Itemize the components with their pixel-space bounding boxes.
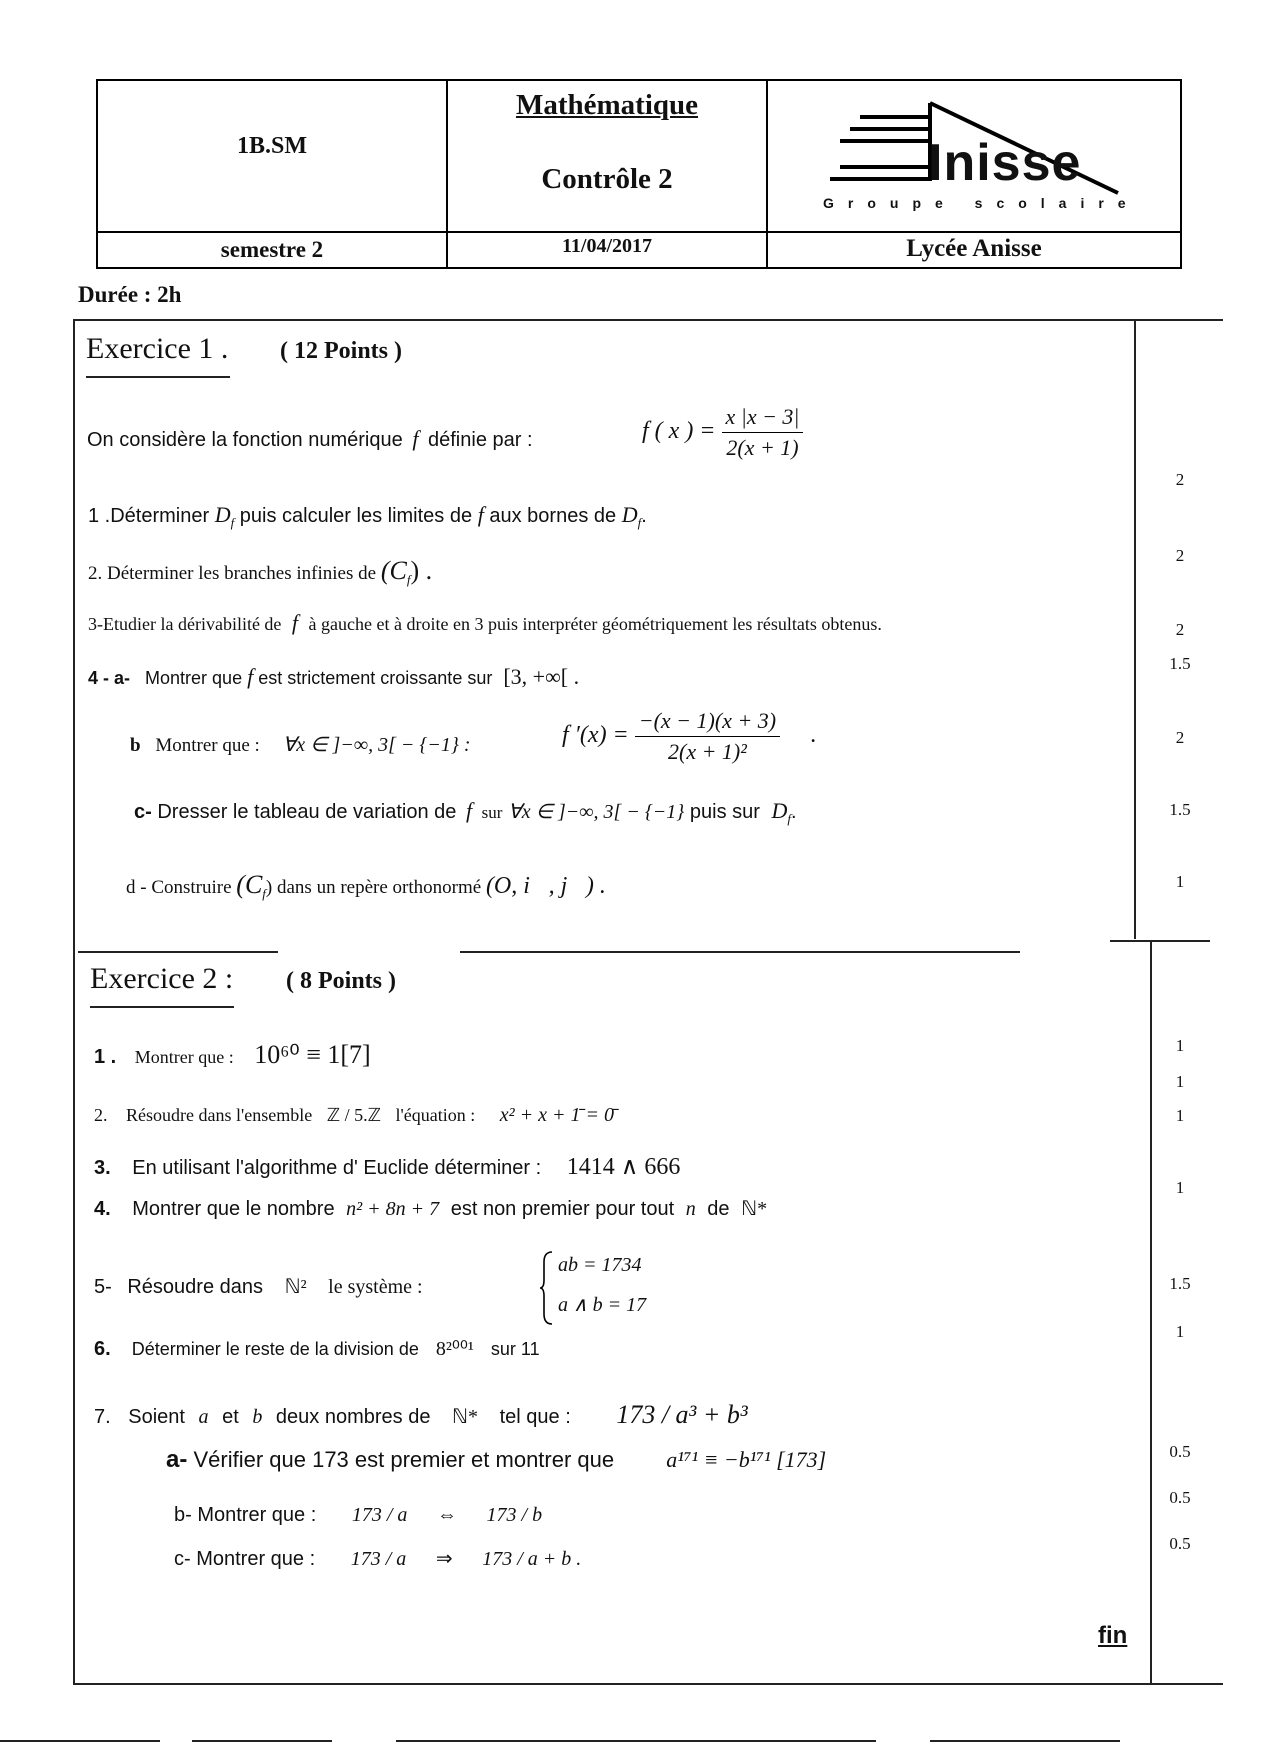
e2-q3-text: En utilisant l'algorithme d' Euclide déterminer : [132,1157,542,1179]
e2-question-7 [94,1400,748,1430]
e1-q4c-label: c- [134,801,152,823]
e2-q7-a: a [198,1406,209,1428]
e2-score-4: 1 [1175,1178,1185,1197]
e2-q4-label: 4. [94,1198,111,1220]
e2-q5-eq2: a ∧ b = 17 [558,1294,647,1316]
e1-q4d-rep: (O, i⃗, j⃗) . [485,873,606,899]
e1-q1-mid: puis calculer les limites de [239,505,473,527]
e2-q2-mid: l'équation : [395,1105,476,1125]
e2-q7-text: Soient [128,1406,185,1428]
e2-score-5: 1.5 [1169,1274,1191,1293]
e1-q3-f: f [291,610,299,635]
e2-score-7: 0.5 [1169,1442,1191,1461]
exercise2-points: ( 8 Points ) [286,968,396,994]
e1-question-2: 2. Déterminer les branches infinies de $(C_f)$ . [88,556,433,587]
e1-score-1: 2 [1175,470,1185,489]
e1-q4c-sur: sur [481,803,503,822]
e1-q1-post: aux bornes de [489,505,617,527]
e1-question-1: 1 .Déterminer $D_f$ puis calculer les limites de f aux bornes de $D_f$. [88,502,647,530]
e2-question-4 [94,1196,767,1221]
e1-intro-tail: définie par : [428,429,533,451]
e1-q1-d2: D [621,502,638,527]
e2-q6-math: 8²⁰⁰¹ [435,1338,474,1360]
e2-question-7b [174,1504,542,1527]
e1-intro-text: On considère la fonction numérique [87,429,403,451]
duration: Durée : 2h [78,282,182,307]
e1-q4b-label: b [130,735,141,756]
e1-q1-f: f [477,502,484,527]
e1-func-lhs: f ( x ) = [642,418,716,445]
e1-q4a-f: f [247,664,254,689]
e1-q4a-text: Montrer que [145,668,243,688]
e2-q1-label: 1 . [94,1046,117,1068]
e2-q7c-math1: 173 / a [350,1548,407,1570]
e1-q4c-post: puis sur [689,801,760,823]
e2-score-8: 0.5 [1169,1488,1191,1507]
e2-q4-de: de [707,1198,730,1220]
e1-q4a-interval: [3, +∞[ . [503,664,580,689]
e1-q2-post: ) . [410,556,433,585]
school-logo [768,83,1180,231]
e1-derivative-formula: f ′(x) = $\frac{-(x - 1)(x + 3)}{\text{2(x + 1)²}}$ . [562,708,817,764]
e2-q7-math: 173 / a³ + b³ [616,1400,748,1429]
e2-q7-set: ℕ* [452,1406,479,1428]
e2-q1-math: 10⁶⁰ ≡ 1[7] [254,1040,371,1069]
e1-q4d-c: (C [236,870,263,899]
e1-q4b-den: 2(x + 1)² [668,739,747,764]
e1-q4c-d: D [771,798,788,823]
e2-score-6: 1 [1175,1322,1185,1341]
e2-q7a-text: Vérifier que 173 est premier et montrer que [193,1447,615,1472]
e2-q1-text: Montrer que : [134,1047,234,1067]
e2-score-3: 1 [1175,1106,1185,1125]
e1-q3-post: à gauche et à droite en 3 puis interpréter géométriquement les résultats obtenus. [308,614,882,634]
e2-q6-label: 6. [94,1338,111,1360]
e2-q5-text: Résoudre dans [127,1276,264,1298]
e2-q7b-op: ⇔ [436,1504,457,1526]
e1-q4c-set: ∀x ∈ ]−∞, 3[ − {−1} [508,801,685,823]
e2-q4-n: n [685,1198,696,1220]
e2-q7-tel: tel que : [499,1406,571,1428]
e2-q7-et: et [222,1406,239,1428]
e1-score-7: 1 [1175,872,1185,891]
e1-q4b-set: ∀x ∈ ]−∞, 3[ − {−1} : [282,734,471,756]
e2-q2-set: ℤ / 5.ℤ [326,1105,382,1125]
e1-q4d-mid: ) dans un repère orthonormé [265,877,482,898]
e1-q4b-num: −(x − 1)(x + 3) [635,708,780,737]
e2-q7b-math2: 173 / b [486,1504,543,1526]
e1-q3-pre: 3-Etudier la dérivabilité de [88,614,282,634]
e2-q7-mid: deux nombres de [275,1406,431,1428]
exercise1-title-text: Exercice 1 [86,332,214,365]
e2-q6-post: sur 11 [490,1339,540,1359]
e1-q2-pre: 2. Déterminer les branches infinies de [88,563,377,584]
e2-q7c-label: c- Montrer que : [174,1548,316,1570]
logo-subtext: Groupe scolaire [823,195,1140,211]
exercise1-points: ( 12 Points ) [280,338,402,364]
e1-q4a-post: est strictement croissante sur [258,668,493,688]
subject-title: Mathématique [515,89,699,121]
e1-score-4: 1.5 [1169,654,1191,673]
e1-q4a-label: 4 - a- [88,668,131,688]
e2-q7-label: 7. [94,1406,111,1428]
exercise1-title: Exercice 1 . [86,332,229,365]
e2-score-2: 1 [1175,1072,1185,1091]
e2-q5-eq1: ab = 1734 [558,1254,642,1276]
e1-func-den: 2(x + 1) [726,435,799,460]
e2-question-5 [94,1274,423,1299]
e2-question-6 [94,1336,540,1361]
e2-q5-mid: le système : [328,1276,423,1298]
e1-question-4d: d - Construire $(C_f)$ dans un repère orthonormé (O, i⃗, j⃗) . [126,870,606,901]
exam-date: 11/04/2017 [561,235,652,257]
exercise2-title: Exercice 2 : [90,962,234,995]
e2-q7a-label: a- [166,1446,188,1473]
e1-question-4a [88,664,579,690]
e2-q2-text: Résoudre dans l'ensemble [126,1105,313,1125]
e2-q3-label: 3. [94,1157,111,1179]
e1-score-6: 1.5 [1169,800,1191,819]
e1-q4b-text: Montrer que : [155,735,260,756]
e1-q4d-label: d - Construire [126,877,232,898]
e2-q7c-op: ⇒ [435,1548,453,1570]
e2-q2-eq: x² + x + 1̄ = 0̄ [499,1104,614,1126]
e2-q5-label: 5- [94,1276,112,1298]
e2-q4-math: n² + 8n + 7 [346,1198,440,1220]
e1-q1-d: D [214,502,231,527]
e2-q3-math: 1414 ∧ 666 [566,1154,681,1180]
e1-q4b-lhs: f ′(x) = [562,722,629,749]
exercise2-title-text: Exercice 2 [90,962,218,995]
e1-q1-pre: 1 .Déterminer [88,505,210,527]
e1-q2-c: (C [380,556,407,585]
e1-intro [87,426,533,452]
e2-score-1: 1 [1175,1036,1185,1055]
logo-text: Inisse [928,134,1082,192]
e2-q4-text: Montrer que le nombre [132,1198,335,1220]
semester-label: semestre 2 [220,237,324,262]
e1-score-5: 2 [1175,728,1185,747]
e2-q4-mid: est non premier pour tout [450,1198,675,1220]
e1-function-definition [642,404,803,461]
e2-score-9: 0.5 [1169,1534,1191,1553]
e1-func-num: x |x − 3| [722,404,804,433]
e2-question-7a [166,1446,826,1474]
school-name: Lycée Anisse [906,235,1042,262]
e2-q5-brace [540,1250,554,1326]
e2-q2-label: 2. [94,1105,108,1125]
e1-intro-f: f [412,426,419,451]
e1-q4c-text: Dresser le tableau de variation de [157,801,457,823]
e2-q7a-math: a¹⁷¹ ≡ −b¹⁷¹ [173] [666,1447,827,1472]
e2-q7c-math2: 173 / a + b . [482,1548,582,1570]
e2-q7b-label: b- Montrer que : [174,1504,317,1526]
e1-question-3 [88,610,882,636]
e2-q5-set: ℕ² [284,1276,307,1298]
end-mark: fin [1098,1622,1128,1649]
e1-question-4c: c- Dresser le tableau de variation de f sur ∀x ∈ ]−∞, 3[ − {−1} puis sur $D_f$. [134,798,797,826]
e2-question-3 [94,1152,680,1181]
e2-q7b-math1: 173 / a [351,1504,408,1526]
header-table [96,79,1182,269]
e2-question-2 [94,1104,614,1127]
class-label: 1B.SM [236,133,307,159]
e1-question-4b [130,732,471,757]
e2-q7-b: b [252,1406,263,1428]
e2-question-7c [174,1546,581,1571]
exam-title: Contrôle 2 [541,163,673,195]
e1-score-2: 2 [1175,546,1185,565]
e2-q6-text: Déterminer le reste de la division de [131,1339,419,1359]
e2-question-1 [94,1040,371,1070]
e2-q4-set: ℕ* [741,1198,768,1220]
e1-q4c-f: f [465,798,473,823]
e1-score-3: 2 [1175,620,1185,639]
